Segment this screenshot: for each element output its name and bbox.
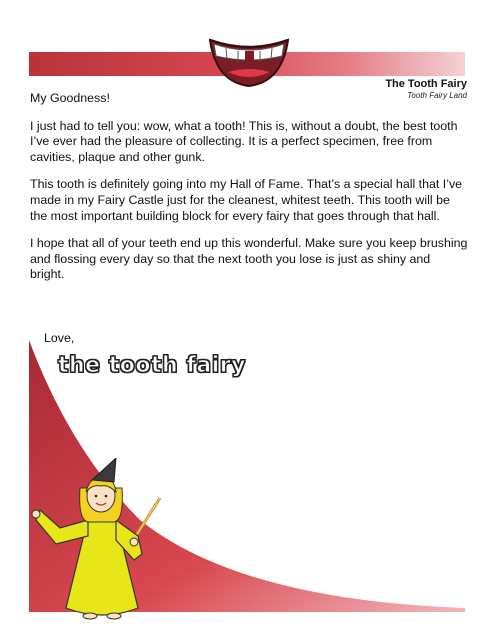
sender-place: Tooth Fairy Land <box>407 91 467 100</box>
letter-closing: Love, <box>44 331 75 345</box>
sender-name: The Tooth Fairy <box>385 78 467 90</box>
letter-greeting: My Goodness! <box>30 91 110 105</box>
letter-paragraph: I just had to tell you: wow, what a tooth! This is, without a doubt, the best tooth I’ve ever had the pleasure of collecting. It is a perfect specimen, free from cavities, plaque and other gunk. <box>30 118 458 164</box>
letter-body <box>30 91 468 295</box>
tooth-fairy-illustration <box>30 458 180 628</box>
signature: the tooth fairy <box>58 353 246 378</box>
letter-paragraph: I hope that all of your teeth end up this wonderful. Make sure you keep brushing and flossing every day so that the next tooth you lose is just as shiny and bright. <box>30 236 468 282</box>
letter-paragraph: This tooth is definitely going into my Hall of Fame. That’s a special hall that I’ve made in my Fairy Castle just for the cleanest, whitest teeth. This tooth will be the most important building block for every fairy that goes through that hall. <box>30 177 463 223</box>
mouth-icon <box>204 20 294 100</box>
